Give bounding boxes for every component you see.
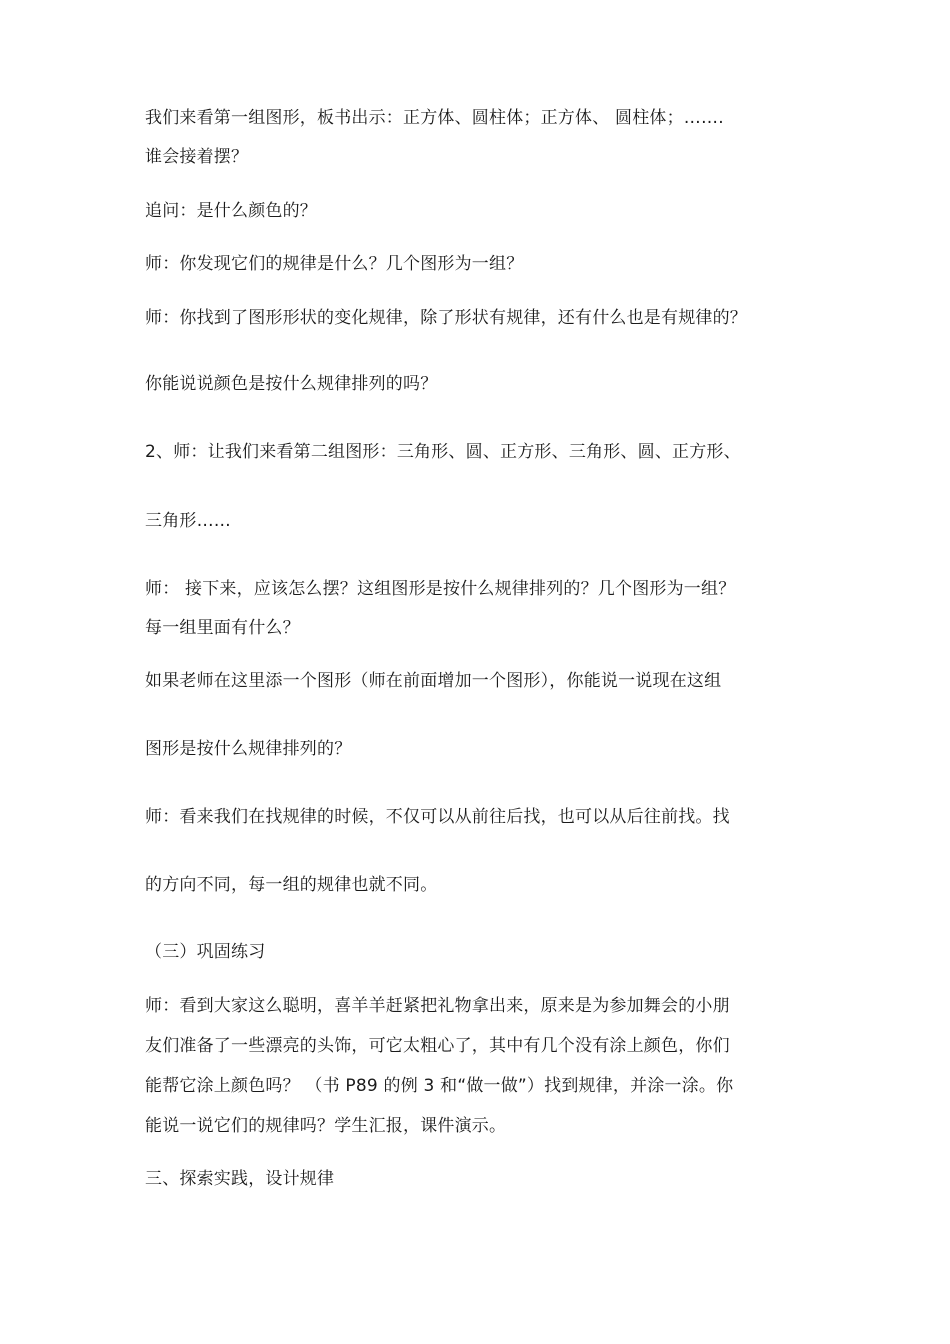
text-line: 师：看来我们在找规律的时候，不仅可以从前往后找，也可以从后往前找。找 [145,807,730,827]
text-line: 友们准备了一些漂亮的头饰，可它太粗心了，其中有几个没有涂上颜色，你们 [145,1036,730,1056]
text-line: 师： 接下来，应该怎么摆？这组图形是按什么规律排列的？几个图形为一组？ [145,579,736,599]
text-line: 如果老师在这里添一个图形（师在前面增加一个图形），你能说一说现在这组 [145,671,722,691]
text-line: 能帮它涂上颜色吗？ （书 P89 的例 3 和“做一做”）找到规律，并涂一涂。你 [145,1076,734,1096]
text-line: 谁会接着摆？ [145,147,249,167]
section-heading: 三、探索实践，设计规律 [145,1169,335,1189]
section-heading: （三）巩固练习 [145,942,266,962]
text-line: 我们来看第一组图形，板书出示：正方体、圆柱体；正方体、 圆柱体；……. [145,108,724,128]
text-line: 每一组里面有什么？ [145,618,300,638]
text-line: 师：你找到了图形形状的变化规律，除了形状有规律，还有什么也是有规律的？ [145,308,747,328]
text-line: 你能说说颜色是按什么规律排列的吗？ [145,374,438,394]
text-line: 的方向不同，每一组的规律也就不同。 [145,875,438,895]
text-line: 2、师：让我们来看第二组图形：三角形、圆、正方形、三角形、圆、正方形、 [145,442,741,462]
text-line: 师：看到大家这么聪明，喜羊羊赶紧把礼物拿出来，原来是为参加舞会的小朋 [145,996,730,1016]
text-line: 三角形…… [145,511,231,531]
text-line: 追问：是什么颜色的？ [145,201,317,221]
text-line: 图形是按什么规律排列的？ [145,739,352,759]
text-line: 师：你发现它们的规律是什么？几个图形为一组？ [145,254,524,274]
text-line: 能说一说它们的规律吗？学生汇报，课件演示。 [145,1116,507,1136]
